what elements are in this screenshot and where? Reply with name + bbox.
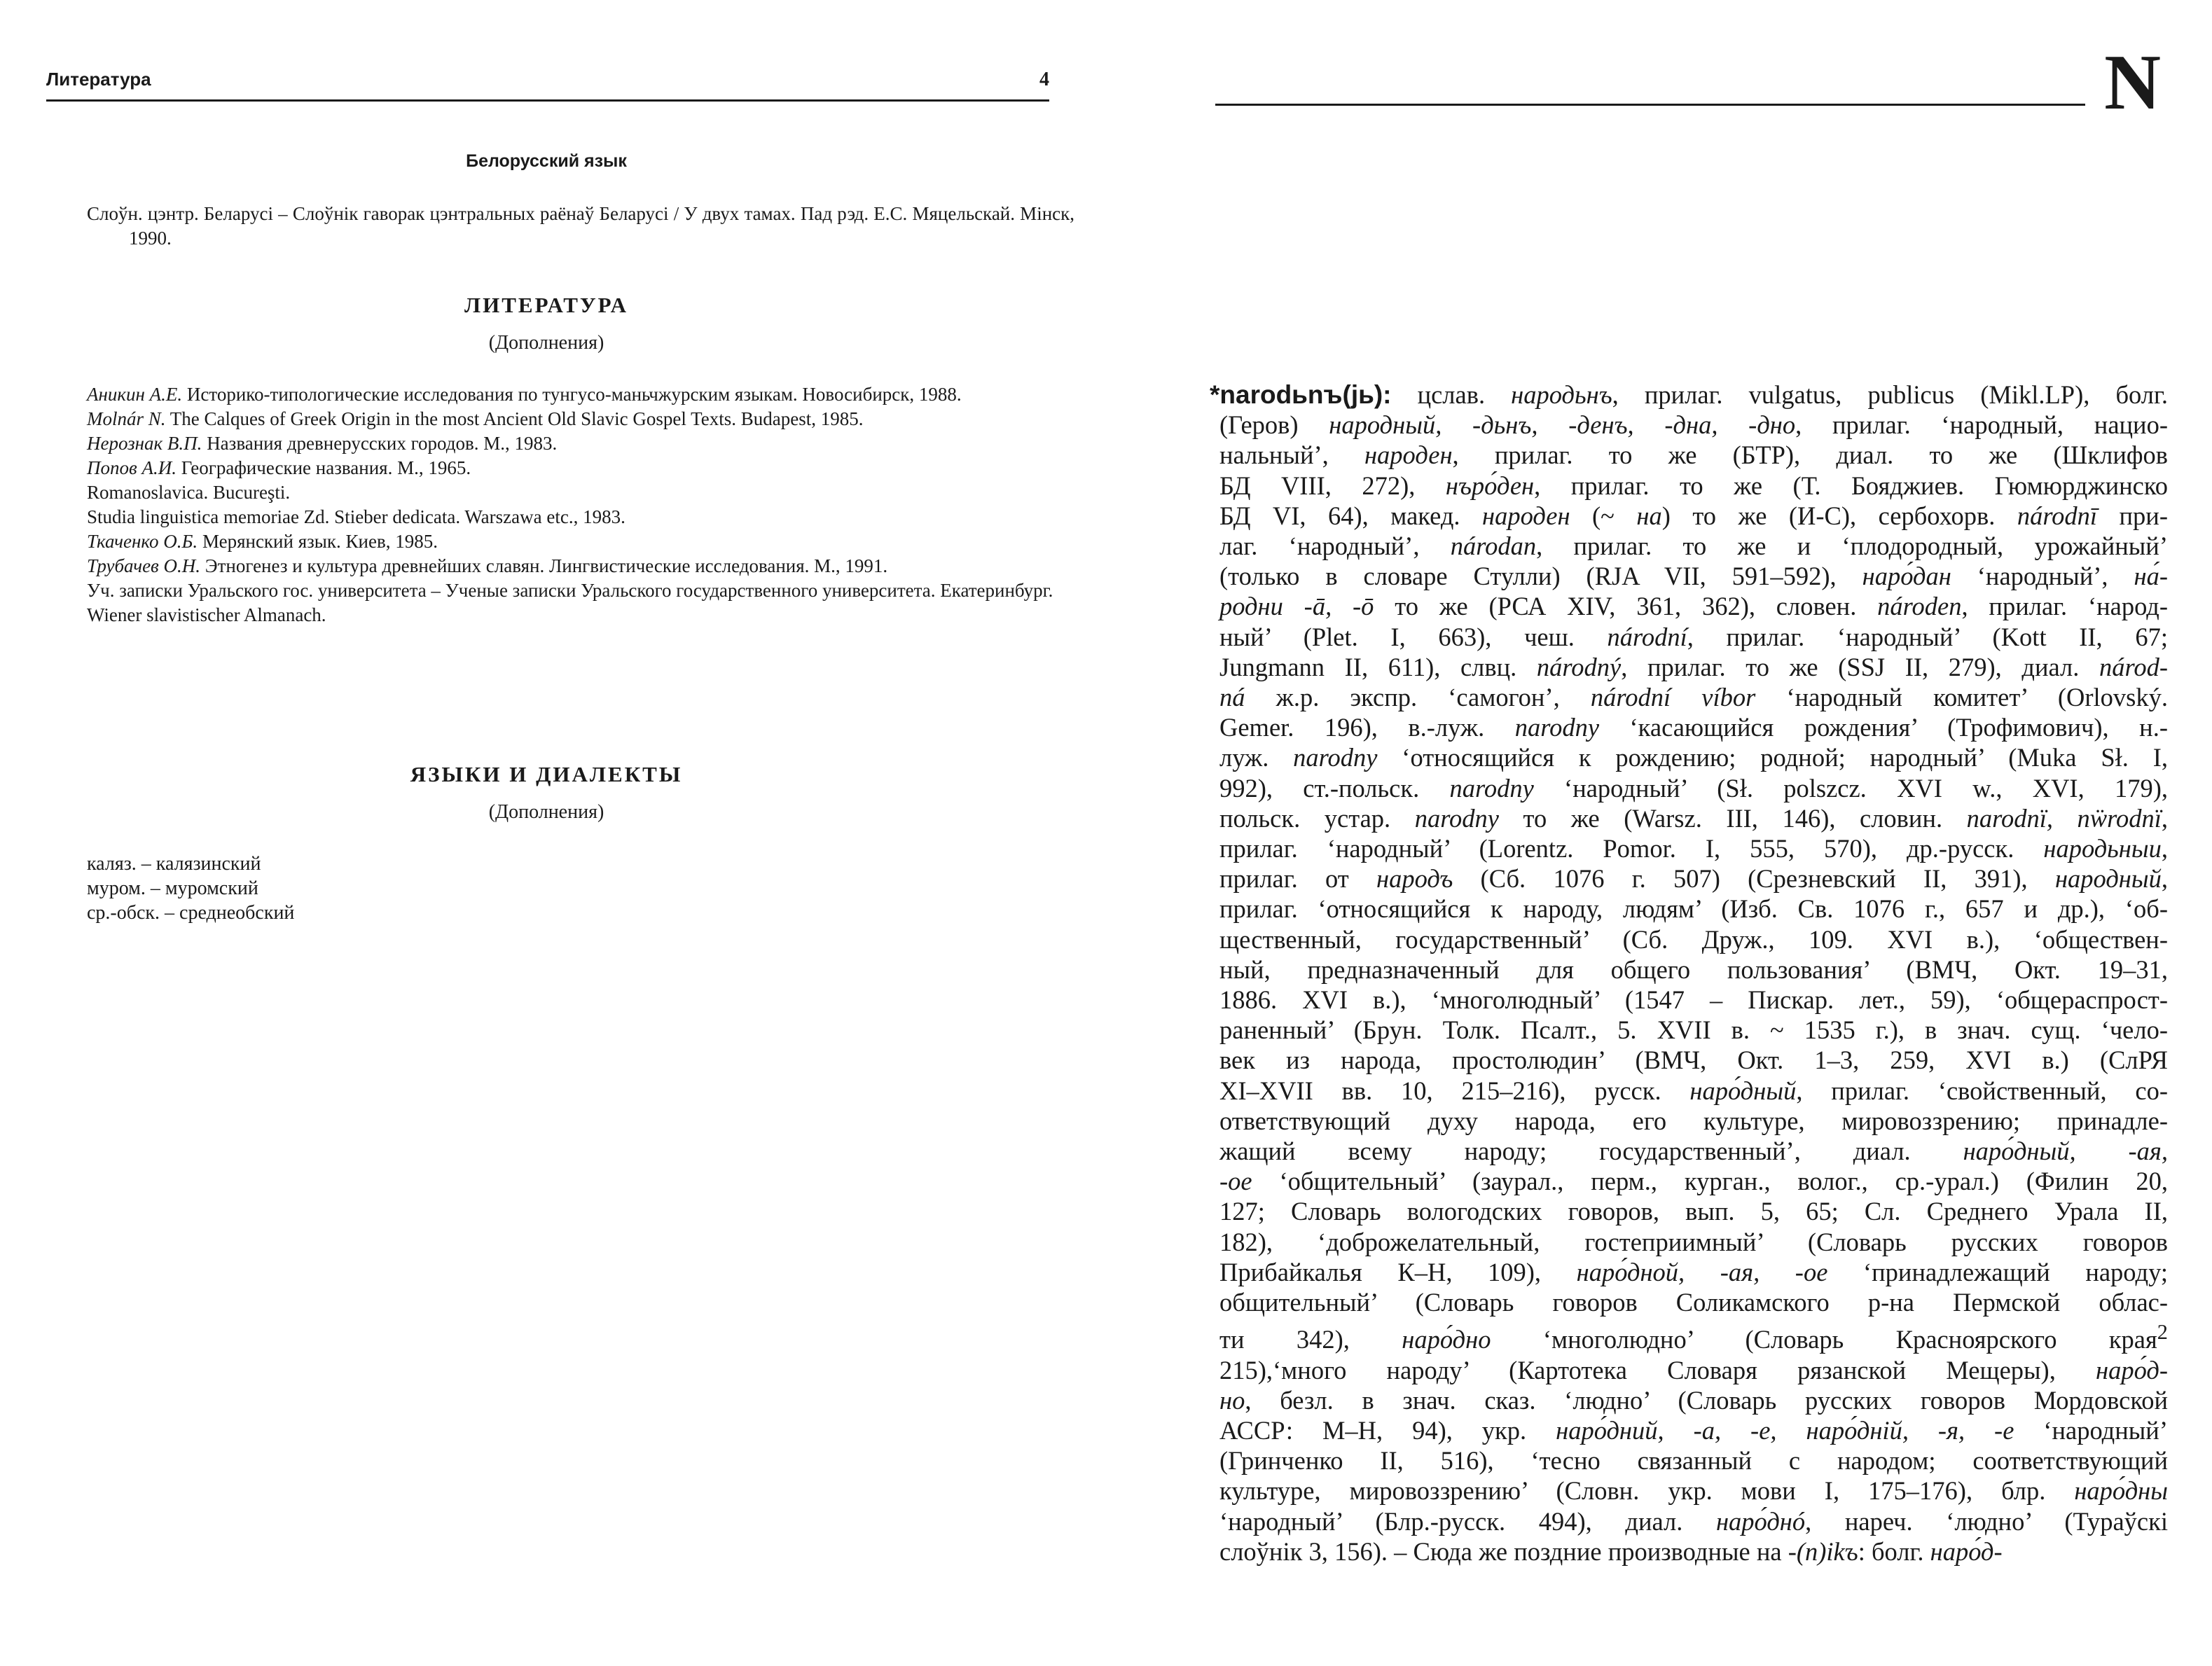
entry-text: раненный’ (Брун. Толк. Псалт., 5. XVII в. ~ 1535 г.), в знач. сущ. ‘чело-: [1219, 1015, 2168, 1045]
bibliography-author: Аникин А.Е.: [87, 384, 183, 405]
entry-form: -ое: [1219, 1167, 1252, 1196]
entry-form: народен: [1481, 501, 1570, 530]
entry-form: narodnï, nẅrodnï: [1966, 803, 2162, 833]
entry-text: век из народа, простолюдин’ (ВМЧ, Окт. 1–3, 259, XVI в.) (СлРЯ: [1219, 1046, 2168, 1075]
entry-line: [1219, 410, 2168, 440]
entry-form: narodny: [1414, 803, 1500, 833]
entry-text: ‘относящийся к рождению; родной; народный’ (Muka Sł. I,: [1377, 743, 2168, 772]
entry-text: ти 342),: [1219, 1325, 1402, 1354]
entry-line: [1219, 531, 2168, 561]
belarusian-entry: Слоўн. цэнтр. Беларусі – Слоўнік гаворак цэнтральных раёнаў Беларусі / У двух тамах. Пад рэд. Е.С. Мяцельскай. Мінск, 1990.: [87, 203, 1074, 249]
entry-form: narodny: [1449, 773, 1534, 803]
entry-form: народный: [2054, 864, 2162, 894]
entry-text: , прилаг. vulgatus, publicus (Mikl.LP), болг.: [1612, 380, 2168, 409]
entry-form: národ-: [2099, 652, 2168, 681]
bibliography-item: [87, 603, 1074, 627]
bibliography-item: [87, 505, 1074, 529]
entry-line: [1219, 1106, 2168, 1136]
entry-line: [1219, 652, 2168, 682]
entry-form: наро́дной, -ая, -ое: [1576, 1257, 1828, 1286]
bibliography-text: Wiener slavistischer Almanach.: [87, 604, 326, 625]
entry-line: [1210, 380, 2168, 410]
bibliography-author: Ткаченко О.Б.: [87, 531, 198, 552]
entry-line: [1219, 955, 2168, 985]
entry-text: БД VI, 64), макед.: [1219, 501, 1482, 530]
entry-text: Gemer. 196), в.-луж.: [1219, 713, 1515, 742]
entry-form: наро́дный, -ая,: [1963, 1137, 2168, 1166]
entry-text: : болг.: [1858, 1536, 1930, 1566]
entry-text: слоўнік 3, 156). – Сюда же поздние производные на: [1219, 1536, 1788, 1566]
entry-text: , прилаг. ‘народный, нацио-: [1795, 410, 2168, 440]
entry-text: ‘народный’ (Sł. polszcz. XVI w., XVI, 179),: [1533, 773, 2169, 803]
entry-form: národní: [1607, 622, 1687, 651]
entry-text: (Сб. 1076 г. 507) (Срезневский II, 391),: [1453, 864, 2055, 894]
entry-text: культуре, мировоззрению’ (Словн. укр. мови I, 175–176), блр.: [1219, 1476, 2075, 1506]
entry-line: [1219, 1045, 2168, 1075]
entry-text: нальный’,: [1219, 440, 1364, 470]
bibliography-author: Molnár N.: [87, 408, 166, 429]
entry-line: [1219, 501, 2168, 531]
entry-text: (Гринченко II, 516), ‘тесно связанный с народом; соответствующий: [1219, 1446, 2168, 1476]
bibliography-author: Трубачев О.Н.: [87, 555, 201, 576]
entry-text: то же (Warsz. III, 146), словин.: [1499, 803, 1967, 833]
entry-form: наро́днó: [1715, 1506, 1806, 1536]
languages-subheading: (Дополнения): [488, 801, 604, 823]
bibliography-item: [87, 456, 1074, 480]
entry-form: на́-: [2134, 562, 2168, 591]
entry-line: [1219, 1287, 2168, 1317]
entry-text: щественный, государственный’ (Сб. Друж., 109. XVI в.), ‘обществен-: [1219, 924, 2168, 954]
entry-form: народьныи: [2043, 834, 2162, 863]
entry-text: , безл. в знач. сказ. ‘людно’ (Словарь русских говоров Мордовской: [1245, 1385, 2168, 1415]
entry-headword: *narodьnъ(jь):: [1210, 380, 1392, 409]
entry-line: [1219, 561, 2168, 591]
entry-text: , прилаг. то же и ‘плодородный, урожайный’: [1536, 532, 2168, 561]
bibliography-text: Географические названия. М., 1965.: [176, 457, 471, 478]
entry-form: наро́д-: [1930, 1536, 2003, 1566]
entry-line: [1219, 773, 2168, 803]
entry-text: при-: [2097, 501, 2168, 530]
bibliography-item: [87, 529, 1074, 554]
entry-text: (только в словаре Стулли) (RJA VII, 591–592),: [1219, 562, 1862, 591]
entry-text: , прилаг. то же (SSJ II, 279), диал.: [1621, 652, 2099, 681]
entry-text: прилаг. от: [1219, 864, 1376, 894]
entry-form: narodny: [1293, 743, 1378, 772]
entry-form: наро́дний, -а, -е, наро́днiй, -я, -е: [1556, 1416, 2014, 1445]
entry-line: [1219, 471, 2168, 501]
entry-text: жащий всему народу; государственный’, диал.: [1219, 1137, 1963, 1166]
entry-text: ‘народный’,: [1951, 562, 2134, 591]
entry-form: народьнъ: [1511, 380, 1612, 409]
entry-line: [1219, 1076, 2168, 1106]
entry-line: [1219, 622, 2168, 652]
entry-form: národnī: [2017, 501, 2098, 530]
bibliography-text: Studia linguistica memoriae Zd. Stieber dedicata. Warszawa etc., 1983.: [87, 506, 625, 527]
entry-line: [1219, 1166, 2168, 1196]
entry-form: národen: [1877, 592, 1962, 621]
literature-subheading: (Дополнения): [488, 332, 604, 354]
entry-line: [1219, 803, 2168, 833]
entry-text: ный’ (Plet. I, 663), чеш.: [1219, 622, 1608, 651]
entry-line: [1219, 985, 2168, 1015]
bibliography-text: Названия древнерусских городов. М., 1983.: [202, 433, 558, 454]
entry-form: наро́д-: [2096, 1355, 2168, 1384]
entry-line: [1219, 591, 2168, 621]
entry-line: [1219, 682, 2168, 712]
right-page: [1210, 0, 2175, 1666]
bibliography-text: Этногенез и культура древнейших славян. Лингвистические исследования. М., 1991.: [200, 555, 888, 576]
languages-list: [87, 852, 294, 925]
entry-text: 1886. XVI в.), ‘многолюдный’ (1547 – Пискар. лет., 59), ‘общераспрост-: [1219, 985, 2168, 1015]
entry-line: [1219, 1536, 2168, 1567]
bibliography-text: Историко-типологические исследования по тунгусо-маньчжурским языкам. Новосибирск, 1988.: [182, 384, 962, 405]
entry-line: [1219, 1227, 2168, 1257]
entry-line: [1219, 712, 2168, 742]
section-letter: N: [2104, 39, 2161, 126]
entry-text: 215),‘много народу’ (Картотека Словаря рязанской Мещеры),: [1219, 1355, 2096, 1384]
entry-text: ) то же (И-С), сербохорв.: [1661, 501, 2017, 530]
entry-text: лаг. ‘народный’,: [1219, 532, 1451, 561]
entry-text: ‘народный комитет’ (Orlovský.: [1755, 683, 2168, 712]
entry-text: ‘народный’ (Блр.-русск. 494), диал.: [1219, 1506, 1716, 1536]
entry-form: нъро́ден: [1445, 471, 1535, 500]
entry-line: [1219, 1415, 2168, 1445]
entry-line: [1219, 894, 2168, 924]
entry-line: [1219, 742, 2168, 772]
bibliography-text: The Calques of Greek Origin in the most Ancient Old Slavic Gospel Texts. Budapest, 1985.: [165, 408, 864, 429]
entry-text: , прилаг. ‘свойственный, со-: [1796, 1076, 2168, 1105]
entry-text: ж.р. экспр. ‘самогон’,: [1245, 683, 1591, 712]
entry-text: ,: [2161, 864, 2168, 894]
bibliography-text: Уч. записки Уральского гос. университета – Ученые записки Уральского государственного университета. Екатеринбург.: [87, 580, 1053, 601]
header-rule: [1215, 104, 2085, 106]
entry-form: narodny: [1514, 713, 1600, 742]
entry-line: [1219, 1015, 2168, 1045]
languages-heading: ЯЗЫКИ И ДИАЛЕКТЫ: [410, 762, 683, 786]
entry-line: [1219, 440, 2168, 470]
entry-text: (~: [1570, 501, 1637, 530]
entry-line: [1219, 1257, 2168, 1287]
entry-text: то же (РСА XIV, 361, 362), словен.: [1374, 592, 1878, 621]
belarusian-heading: Белорусский язык: [466, 151, 627, 171]
entry-line: [1219, 1317, 2168, 1354]
entry-form: наро́дны: [2074, 1476, 2168, 1506]
abbreviation-item: каляз. – калязинский: [87, 853, 261, 875]
entry-line: [1219, 1355, 2168, 1385]
bibliography-item: [87, 578, 1074, 603]
entry-text: , прилаг. то же (Т. Бояджиев. Гюмюрджинско: [1534, 471, 2168, 500]
entry-text: 127; Словарь вологодских говоров, вып. 5, 65; Сл. Среднего Урала II,: [1219, 1197, 2168, 1226]
entry-text: Jungmann II, 611), слвц.: [1219, 652, 1537, 681]
entry-text: Прибайкалья К–Н, 109),: [1219, 1257, 1577, 1286]
entry-text: ‘народный’: [2014, 1416, 2168, 1445]
entry-form: народный, -дьнъ, -денъ, -дна, -дно: [1329, 410, 1796, 440]
entry-text: АССР: М–Н, 94), укр.: [1219, 1416, 1556, 1445]
bibliography-author: Попов А.И.: [87, 457, 177, 478]
entry-line: [1219, 1196, 2168, 1226]
entry-form: наро́дно: [1402, 1325, 1491, 1354]
entry-text: ,: [2161, 803, 2168, 833]
entry-form: ná: [1219, 683, 1245, 712]
bibliography-item: [87, 407, 1074, 431]
entry-text: ,: [2161, 834, 2168, 863]
entry-form: но: [1219, 1385, 1245, 1415]
entry-line: [1219, 1445, 2168, 1476]
running-head: [46, 69, 1049, 102]
entry-text: цслав.: [1391, 380, 1512, 409]
entry-text: луж.: [1219, 743, 1294, 772]
entry-line: [1219, 1476, 2168, 1506]
bibliography-item: [87, 431, 1074, 456]
entry-line: [1219, 833, 2168, 863]
bibliography-item: [87, 480, 1074, 505]
bibliography-text: Мерянский язык. Киев, 1985.: [198, 531, 438, 552]
entry-line: [1219, 1506, 2168, 1536]
left-page: [42, 0, 1074, 1666]
entry-text: , прилаг. то же (БТР), диал. то же (Шклифов: [1452, 440, 2168, 470]
entry-text: ‘многолюдно’ (Словарь Красноярского края: [1491, 1325, 2157, 1354]
entry-text: , прилаг. ‘народный’ (Kott II, 67;: [1687, 622, 2168, 651]
entry-form: národan: [1450, 532, 1537, 561]
entry-text: , прилаг. ‘народ-: [1961, 592, 2169, 621]
entry-text: (Геров): [1219, 410, 1329, 440]
entry-form: -(n)ikъ: [1788, 1536, 1858, 1566]
entry-text: прилаг. ‘народный’ (Lorentz. Pomor. I, 555, 570), др.-русск.: [1219, 834, 2044, 863]
entry-line: [1219, 1385, 2168, 1415]
entry-form: на: [1636, 501, 1662, 530]
entry-form: народен: [1364, 440, 1453, 470]
entry-text: ный, предназначенный для общего пользования’ (ВМЧ, Окт. 19–31,: [1219, 955, 2168, 984]
dictionary-entry: [1210, 380, 2169, 1567]
entry-text: прилаг. ‘относящийся к народу, людям’ (Изб. Св. 1076 г., 657 и др.), ‘об-: [1219, 894, 2168, 924]
entry-form: родни -ā, -ō: [1219, 592, 1374, 621]
entry-form: наро́дный: [1689, 1076, 1797, 1105]
entry-text: польск. устар.: [1219, 803, 1415, 833]
entry-text: , нареч. ‘людно’ (Тураўскі: [1805, 1506, 2169, 1536]
entry-line: [1219, 924, 2168, 955]
entry-text: ‘касающийся рождения’ (Трофимович), н.-: [1599, 713, 2168, 742]
entry-text: 182), ‘доброжелательный, гостеприимный’ (Словарь русских говоров: [1219, 1227, 2168, 1256]
entry-text: 992), ст.-польск.: [1219, 773, 1450, 803]
literature-list: [87, 382, 1074, 627]
entry-superscript: 2: [2157, 1320, 2168, 1345]
abbreviation-item: ср.-обск. – среднеобский: [87, 902, 295, 924]
entry-text: XI–XVII вв. 10, 215–216), русск.: [1219, 1076, 1690, 1105]
entry-text: ‘общительный’ (заурал., перм., курган., волог., ср.-урал.) (Филин 20,: [1252, 1167, 2168, 1196]
page-number: 4: [1039, 69, 1049, 90]
running-head-title: Литература: [46, 69, 151, 90]
bibliography-item: [87, 554, 1074, 578]
entry-line: [1219, 863, 2168, 894]
entry-text: ‘принадлежащий народу;: [1827, 1257, 2168, 1286]
entry-form: národný: [1536, 652, 1622, 681]
entry-line: [1219, 1136, 2168, 1166]
entry-form: наро́дан: [1862, 562, 1951, 591]
bibliography-author: Нерознак В.П.: [87, 433, 202, 454]
entry-form: народъ: [1376, 864, 1453, 894]
entry-form: národní víbor: [1590, 683, 1756, 712]
entry-text: ответствующий духу народа, его культуре, мировоззрению; принадле-: [1219, 1106, 2168, 1135]
entry-text: общительный’ (Словарь говоров Соликамского р-на Пермской облас-: [1219, 1288, 2168, 1317]
literature-heading: ЛИТЕРАТУРА: [464, 293, 628, 317]
bibliography-item: [87, 382, 1074, 407]
entry-text: БД VIII, 272),: [1219, 471, 1446, 500]
belarusian-section: [87, 202, 1074, 251]
abbreviation-item: муром. – муромский: [87, 877, 258, 899]
bibliography-text: Romanoslavica. Bucureşti.: [87, 482, 291, 503]
